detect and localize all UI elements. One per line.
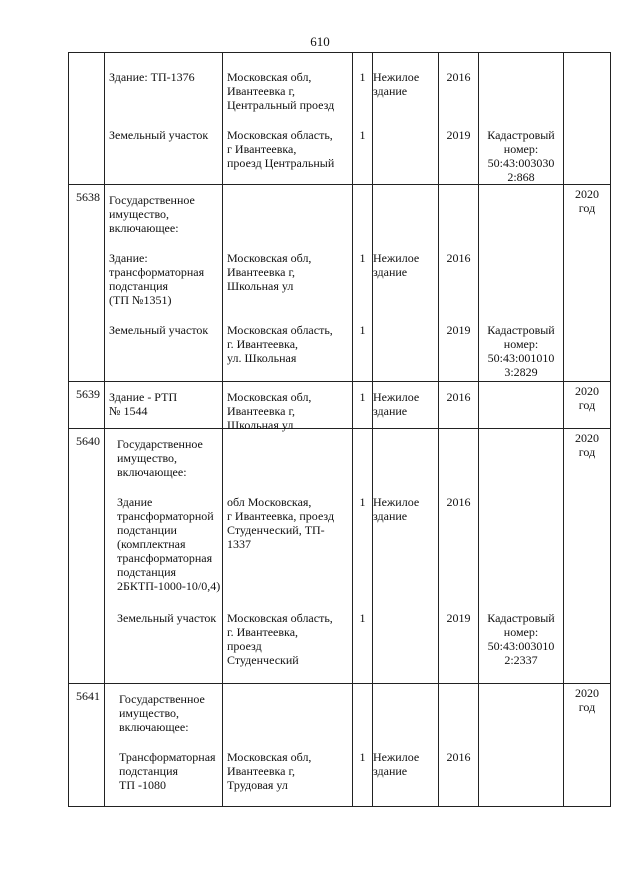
- object-name: Здание: трансформаторная подстанция (ТП №1351): [109, 251, 205, 307]
- record-number: [69, 53, 104, 58]
- object-name: Государственное имущество, включающее:: [117, 437, 203, 479]
- record-number: 5640: [76, 434, 100, 448]
- period-cell: [564, 429, 611, 684]
- table-row: [69, 185, 611, 382]
- object-name: Трансформаторная подстанция ТП -1080: [119, 750, 216, 792]
- object-quantity: 1: [359, 495, 366, 509]
- cadastral-note-cell: [479, 185, 564, 382]
- object-quantity-cell: [353, 429, 373, 684]
- object-address-cell: [223, 185, 353, 382]
- object-address: Московская обл, Ивантеевка г, Центральный проезд: [227, 70, 335, 112]
- object-year: 2019: [446, 323, 471, 337]
- cadastral-note-cell: [479, 382, 564, 429]
- record-number: 5641: [76, 689, 100, 703]
- record-number: 5639: [76, 387, 100, 401]
- cadastral-note: Кадастровый номер: 50:43:003010 2:2337: [487, 611, 555, 667]
- object-name: Здание трансформаторной подстанции (комплектная трансформаторная подстанция 2БКТП-1000-10/0,4): [117, 495, 221, 593]
- object-type-cell: [373, 382, 439, 429]
- cadastral-note-cell: [479, 429, 564, 684]
- object-name: Земельный участок: [117, 611, 217, 625]
- object-name-cell: [105, 429, 223, 684]
- object-year: 2016: [446, 70, 471, 84]
- object-type: Нежилое здание: [373, 70, 420, 98]
- record-number-cell: [69, 429, 105, 684]
- record-number-cell: [69, 684, 105, 807]
- object-type-cell: [373, 429, 439, 684]
- object-quantity-cell: [353, 185, 373, 382]
- property-records-table: [68, 52, 611, 807]
- cadastral-note: Кадастровый номер: 50:43:001010 3:2829: [487, 323, 555, 379]
- object-name: Здание: ТП-1376: [109, 70, 195, 84]
- object-quantity-cell: [353, 382, 373, 429]
- record-number: 5638: [76, 190, 100, 204]
- object-year: 2016: [446, 251, 471, 265]
- object-address: Московская область, г. Ивантеевка, ул. Школьная: [227, 323, 333, 365]
- object-name-cell: [105, 53, 223, 185]
- object-name: Здание - РТП № 1544: [109, 390, 178, 418]
- period-cell: [564, 185, 611, 382]
- object-address-cell: [223, 684, 353, 807]
- object-address-cell: [223, 382, 353, 432]
- record-period: 2020 год: [575, 686, 599, 714]
- period-cell: [564, 684, 611, 807]
- cadastral-note: Кадастровый номер: 50:43:003030 2:868: [487, 128, 555, 184]
- object-name-cell: [105, 185, 223, 382]
- object-address: Московская обл, Ивантеевка г, Школьная ул: [227, 251, 312, 293]
- object-quantity: 1: [359, 390, 366, 404]
- object-year: 2019: [446, 611, 471, 625]
- object-year: 2016: [446, 750, 471, 764]
- object-address-cell: [223, 53, 353, 185]
- object-quantity: 1: [359, 750, 366, 764]
- object-type: Нежилое здание: [373, 390, 420, 418]
- object-address: Московская область, г Ивантеевка, проезд Центральный: [227, 128, 335, 170]
- object-name-cell: [105, 684, 223, 807]
- record-period: 2020 год: [575, 431, 599, 459]
- object-quantity: 1: [359, 611, 366, 625]
- object-year: 2016: [446, 495, 471, 509]
- cadastral-note-cell: [479, 53, 564, 185]
- object-year: 2019: [446, 128, 471, 142]
- object-name: Земельный участок: [109, 128, 209, 142]
- object-quantity-cell: [353, 684, 373, 807]
- record-period: 2020 год: [575, 187, 599, 215]
- object-type: Нежилое здание: [373, 251, 420, 279]
- table-row: [69, 382, 611, 429]
- record-number-cell: [69, 382, 105, 429]
- object-year: 2016: [446, 390, 471, 404]
- object-address: Московская обл, Ивантеевка г, Трудовая ул: [227, 750, 312, 792]
- object-year-cell: [439, 53, 479, 185]
- object-year-cell: [439, 684, 479, 807]
- object-quantity-cell: [353, 53, 373, 185]
- cadastral-note-cell: [479, 684, 564, 807]
- object-address: Московская обл, Ивантеевка г, Школьная ул: [227, 390, 312, 432]
- object-name-cell: [105, 382, 223, 429]
- object-year-cell: [439, 429, 479, 684]
- table-row: [69, 53, 611, 185]
- object-quantity: 1: [359, 128, 366, 142]
- record-number-cell: [69, 185, 105, 382]
- object-year-cell: [439, 185, 479, 382]
- object-quantity: 1: [359, 70, 366, 84]
- object-address-cell: [223, 429, 353, 684]
- object-name: Государственное имущество, включающее:: [109, 193, 195, 235]
- object-name: Земельный участок: [109, 323, 209, 337]
- table-row: [69, 684, 611, 807]
- object-year-cell: [439, 382, 479, 429]
- period-cell: [564, 53, 611, 185]
- object-quantity: 1: [359, 323, 366, 337]
- record-period: 2020 год: [575, 384, 599, 412]
- object-type-cell: [373, 684, 439, 807]
- object-address: обл Московская, г Ивантеевка, проезд Студенческий, ТП- 1337: [227, 495, 335, 551]
- object-type-cell: [373, 53, 439, 185]
- object-type: Нежилое здание: [373, 750, 420, 778]
- object-address: Московская область, г. Ивантеевка, проезд Студенческий: [227, 611, 333, 667]
- record-number-cell: [69, 53, 105, 185]
- object-quantity: 1: [359, 251, 366, 265]
- table-row: [69, 429, 611, 684]
- object-type-cell: [373, 185, 439, 382]
- period-cell: [564, 382, 611, 429]
- object-name: Государственное имущество, включающее:: [119, 692, 205, 734]
- object-type: Нежилое здание: [373, 495, 420, 523]
- page-number: 610: [310, 34, 330, 49]
